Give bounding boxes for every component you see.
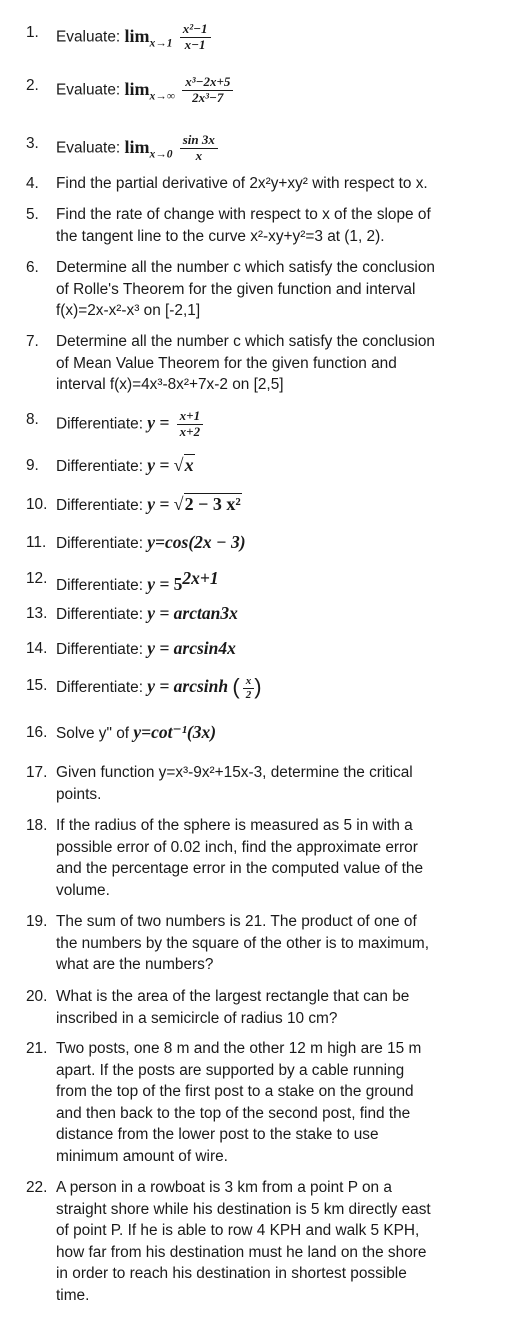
question-3 (26, 133, 448, 166)
question-number: 12. (26, 570, 48, 587)
question-4 (26, 173, 448, 195)
question-line: apart. If the posts are supported by a cable running (56, 1061, 405, 1079)
question-line: points. (56, 785, 102, 803)
question-18 (26, 815, 448, 901)
question-15 (26, 675, 448, 701)
question-line: the tangent line to the curve x²-xy+y²=3 at (1, 2). (56, 227, 385, 245)
fraction-denominator: 2x³−7 (192, 89, 224, 105)
fraction (243, 675, 255, 701)
question-number: 16. (26, 724, 48, 741)
question-line: A person in a rowboat is 3 km from a point P on a (56, 1179, 392, 1196)
math-function: arcsin4x (173, 638, 236, 658)
question-number: 14. (26, 640, 48, 657)
question-line: the numbers by the square of the other is to maximum, (56, 934, 429, 952)
question-line: from the top of the first post to a stake on the ground (56, 1083, 414, 1100)
question-6 (26, 257, 448, 322)
math-lhs: y = (147, 638, 170, 658)
math-lhs: y = (147, 494, 170, 514)
question-number: 8. (26, 411, 39, 428)
math-lhs: y = (147, 603, 170, 623)
question-1 (26, 22, 448, 55)
question-number: 17. (26, 764, 48, 781)
limit-operator: $\lim_{x\to 0}$ (124, 136, 173, 161)
fraction (180, 133, 218, 164)
question-8 (26, 409, 448, 440)
limit-subscript: x→∞ (149, 90, 175, 103)
limit-operator: $\lim_{x\to 1}$ (124, 25, 173, 50)
fraction-denominator: x−1 (184, 36, 206, 52)
question-line: distance from the lower post to the stake to use (56, 1126, 379, 1143)
question-line: Determine all the number c which satisfy the conclusion (56, 259, 435, 276)
question-17 (26, 762, 448, 805)
question-number: 4. (26, 175, 39, 192)
question-line: possible error of 0.02 inch, find the approximate error (56, 838, 418, 856)
question-11 (26, 532, 448, 555)
fraction (177, 409, 203, 440)
question-line: what are the numbers? (56, 956, 214, 973)
question-number: 11. (26, 534, 47, 551)
question-number: 15. (26, 677, 48, 694)
question-line: in order to reach his destination in shortest possible (56, 1265, 407, 1282)
question-lead: Differentiate: (56, 641, 143, 658)
question-13 (26, 603, 448, 626)
math-expression: y=cos(2x − 3) (147, 532, 246, 552)
question-7 (26, 331, 448, 396)
math-base: 5 (173, 574, 183, 595)
question-number: 10. (26, 496, 48, 513)
question-lead: Evaluate: (56, 28, 121, 46)
question-line: of point P. If he is able to row 4 KPH and walk 5 KPH, (56, 1222, 420, 1239)
question-number: 22. (26, 1179, 48, 1196)
question-line: Given function y=x³-9x²+15x-3, determine the critical (56, 764, 413, 781)
question-lead: Solve y" of (56, 725, 130, 742)
question-16 (26, 722, 448, 745)
question-10 (26, 494, 448, 517)
question-line: how far from his destination must he land on the shore (56, 1243, 427, 1261)
fraction-numerator: x³−2x+5 (182, 75, 233, 91)
question-lead: Evaluate: (56, 139, 121, 157)
question-lead: Differentiate: (56, 535, 143, 552)
question-line: and the percentage error in the computed value of the (56, 860, 424, 877)
radicand: x (184, 455, 194, 475)
question-lead: Differentiate: (56, 606, 143, 623)
square-root: √2 − 3 x² (173, 494, 241, 514)
question-line: interval f(x)=4x³-8x²+7x-2 on [2,5] (56, 376, 284, 393)
question-2 (26, 75, 448, 108)
square-root: √x (173, 455, 194, 475)
question-line: time. (56, 1286, 90, 1304)
math-exponent: 2x+1 (182, 568, 219, 588)
question-line: Find the partial derivative of 2x²y+xy² with respect to x. (56, 175, 428, 192)
fraction (180, 22, 211, 53)
question-line: minimum amount of wire. (56, 1147, 228, 1165)
question-line: of Mean Value Theorem for the given function and (56, 354, 397, 372)
fraction-numerator: x (243, 675, 255, 689)
question-number: 2. (26, 77, 39, 94)
question-14 (26, 638, 448, 661)
fraction-denominator: x+2 (179, 423, 201, 439)
question-line: f(x)=2x-x²-x³ on [-2,1] (56, 302, 201, 319)
question-line: and then back to the top of the second post, find the (56, 1104, 411, 1122)
math-expression: y=cot⁻¹(3x) (133, 722, 217, 742)
question-number: 13. (26, 605, 48, 622)
question-lead: Differentiate: (56, 577, 143, 595)
question-line: of Rolle's Theorem for the given function and interval (56, 280, 416, 298)
question-19 (26, 911, 448, 976)
question-line: volume. (56, 881, 110, 899)
math-function: arctan3x (173, 603, 238, 623)
question-lead: Differentiate: (56, 497, 143, 514)
fraction-denominator: x (195, 147, 203, 163)
math-function: arcsinh (173, 676, 229, 697)
fraction-numerator: x+1 (177, 409, 203, 425)
question-12 (26, 568, 448, 597)
question-line: Determine all the number c which satisfy the conclusion (56, 333, 435, 350)
question-lead: Differentiate: (56, 415, 143, 433)
question-line: inscribed in a semicircle of radius 10 cm? (56, 1009, 338, 1027)
limit-subscript: x→0 (149, 148, 173, 161)
question-number: 18. (26, 817, 48, 834)
question-number: 6. (26, 259, 39, 276)
question-5 (26, 204, 448, 247)
question-line: Find the rate of change with respect to x of the slope of (56, 206, 431, 223)
question-line: Two posts, one 8 m and the other 12 m high are 15 m (56, 1040, 422, 1057)
limit-subscript: x→1 (149, 37, 173, 50)
question-lead: Differentiate: (56, 679, 143, 697)
parenthesized-fraction: ( $\frac{x}{2}$ ) (232, 673, 262, 701)
question-number: 21. (26, 1040, 48, 1057)
radicand: 2 − 3 x² (184, 494, 241, 514)
math-lhs: y = (147, 676, 170, 697)
question-line: What is the area of the largest rectangle that can be (56, 988, 410, 1005)
question-number: 1. (26, 24, 39, 41)
question-21 (26, 1038, 448, 1167)
question-line: straight shore while his destination is 5 km directly east (56, 1200, 431, 1218)
math-lhs: y = (147, 574, 170, 595)
limit-operator: $\lim_{x\to\infty}$ (124, 78, 175, 103)
math-lhs: y = (147, 455, 170, 475)
question-number: 20. (26, 988, 48, 1005)
fraction-numerator: sin 3x (180, 133, 218, 149)
question-20 (26, 986, 448, 1029)
fraction (182, 75, 233, 106)
question-9 (26, 455, 448, 478)
question-line: The sum of two numbers is 21. The product of one of (56, 913, 417, 930)
question-number: 7. (26, 333, 39, 350)
question-number: 3. (26, 135, 39, 152)
question-line: If the radius of the sphere is measured as 5 in with a (56, 817, 413, 834)
question-lead: Evaluate: (56, 81, 121, 99)
fraction-denominator: 2 (245, 688, 252, 701)
question-number: 5. (26, 206, 39, 223)
question-lead: Differentiate: (56, 458, 143, 475)
question-22 (26, 1177, 448, 1306)
math-lhs: y = (147, 412, 170, 433)
question-number: 19. (26, 913, 48, 930)
fraction-numerator: x²−1 (180, 22, 211, 38)
question-number: 9. (26, 457, 39, 474)
